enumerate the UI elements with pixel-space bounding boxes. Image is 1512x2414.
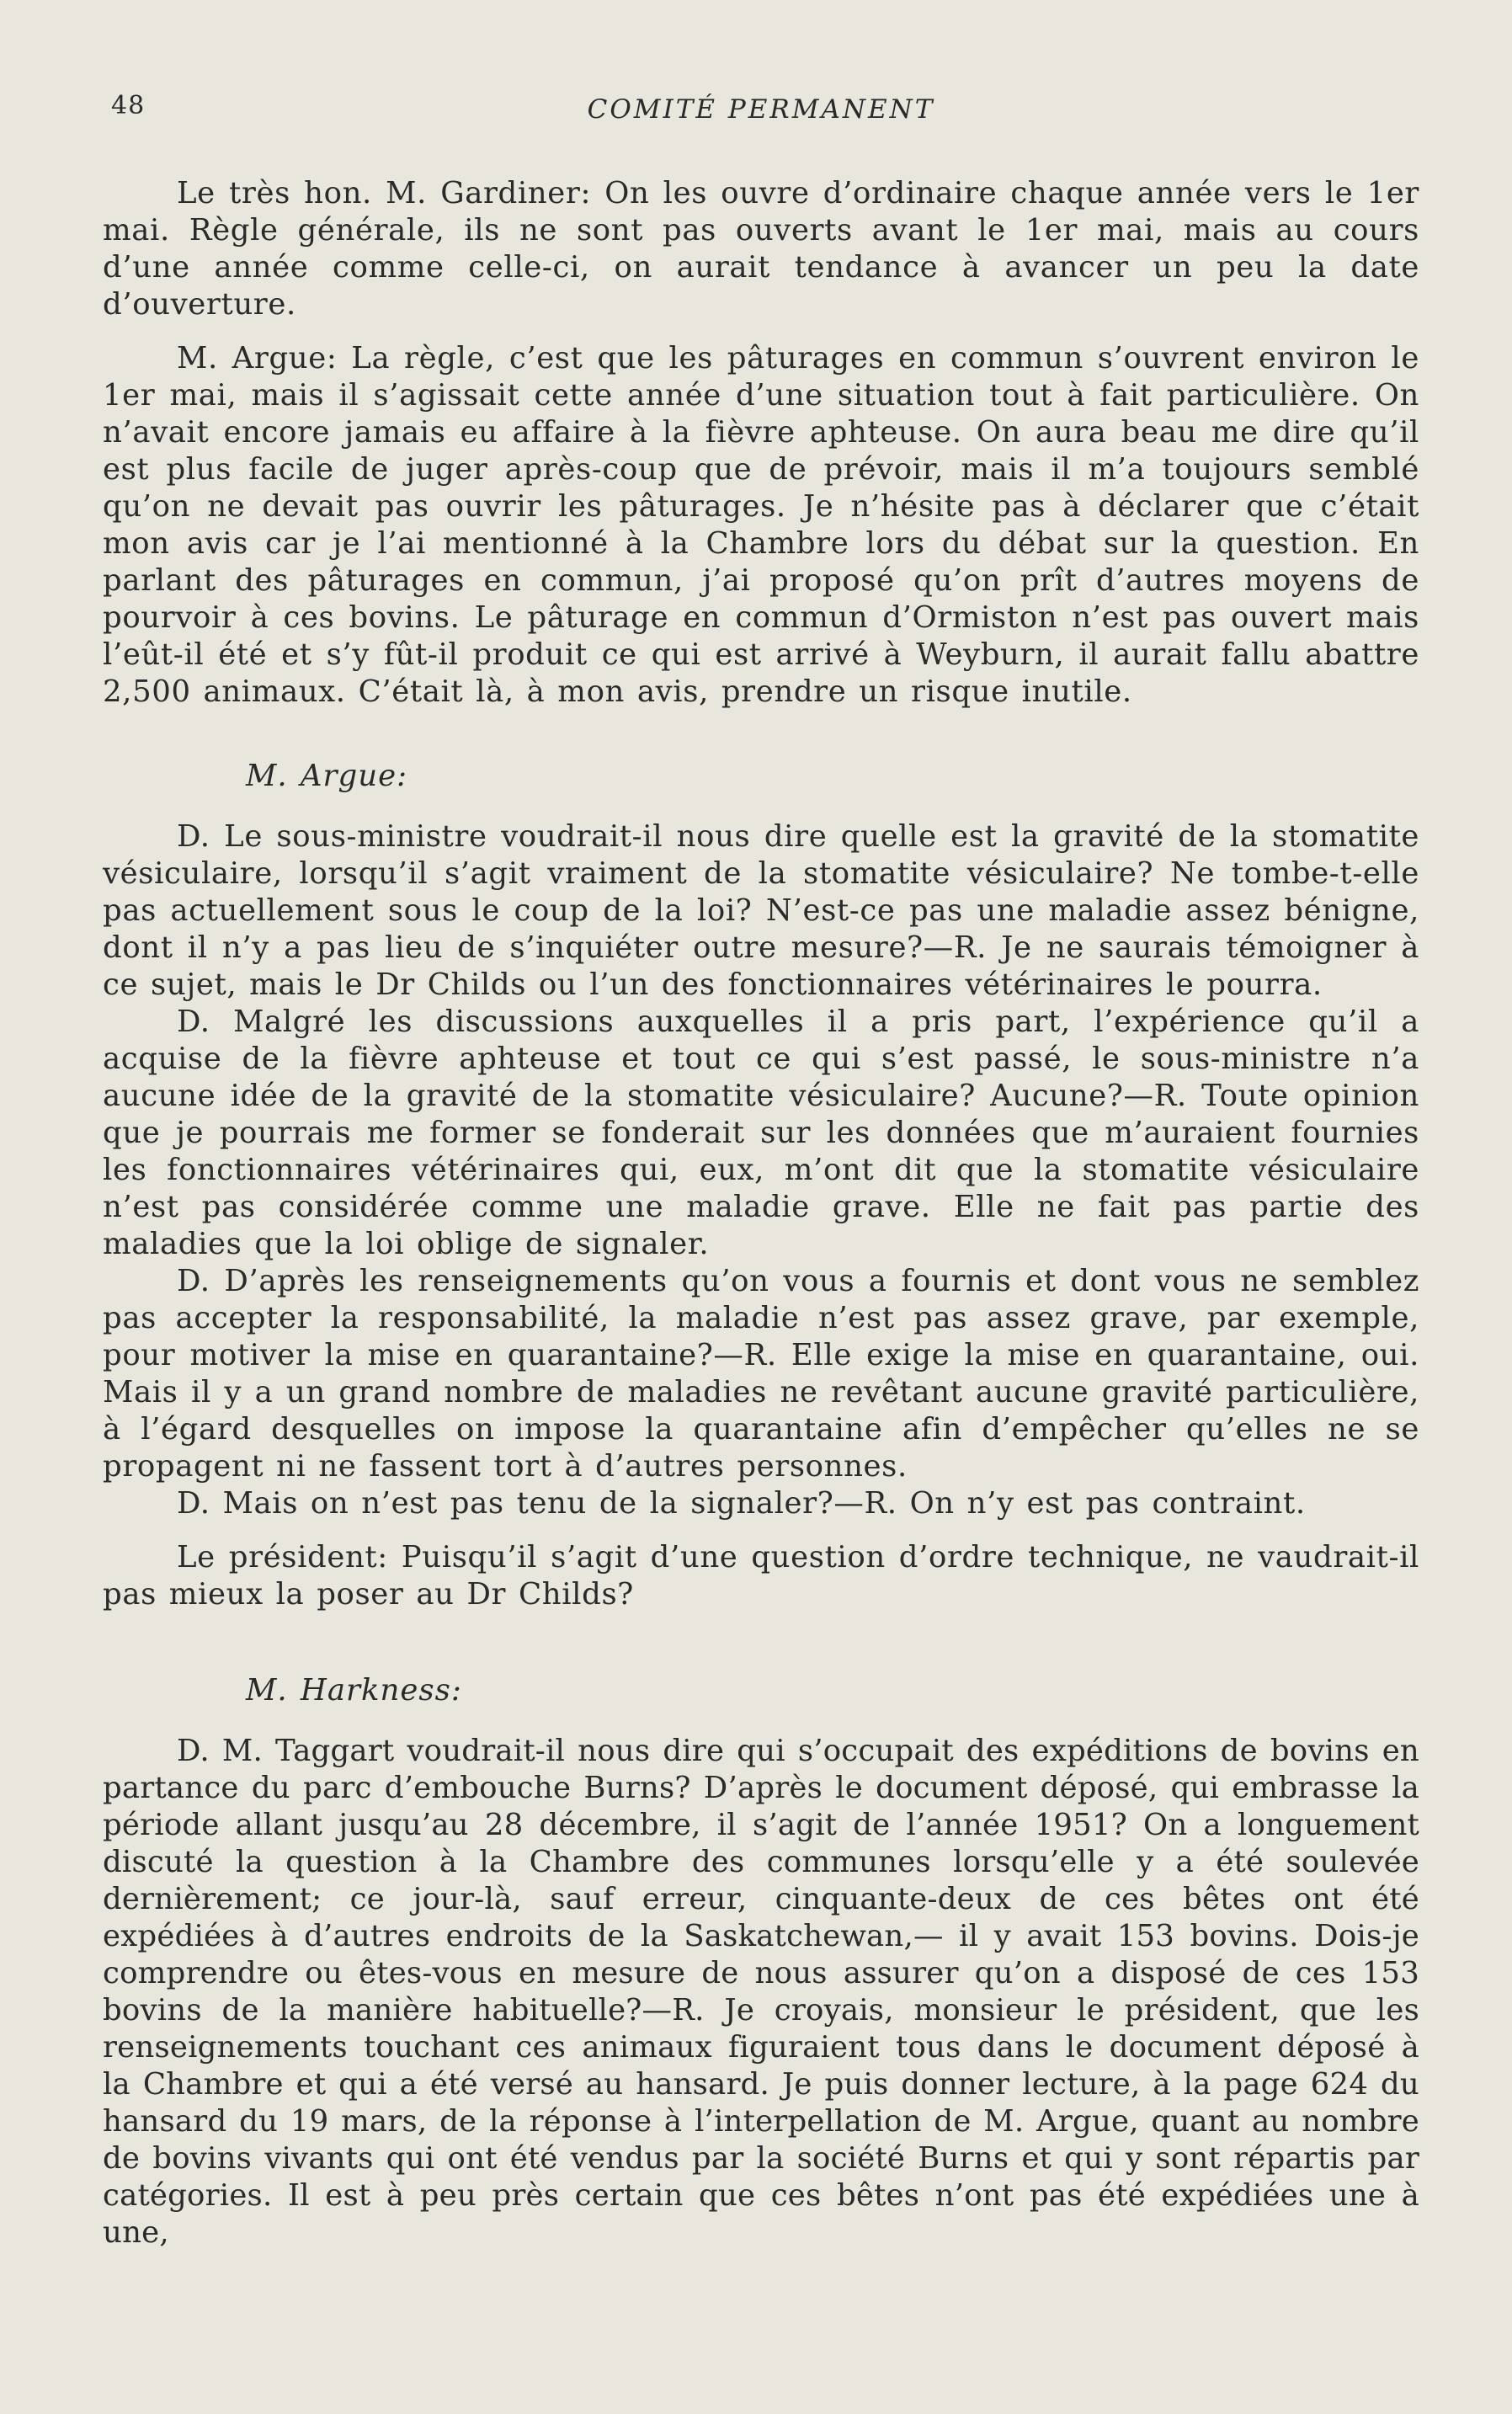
paragraph-question-stomatite: D. Le sous-ministre voudrait-il nous dire quelle est la gravité de la stomatite vésiculaire, lorsqu’il s’agit vraiment de la stomatite vésiculaire? Ne tombe-t-elle pas actuellement sous le coup de la loi? N’est-ce pas une maladie assez bénigne, dont il n’y a pas lieu de s’inquiéter outre mesure?—R. Je ne saurais témoigner à ce sujet, mais le Dr Childs ou l’un des fonctionnaires vétérinaires le pourra. — [103, 819, 1419, 1002]
paragraph-gardiner: Le très hon. M. Gardiner: On les ouvre d’ordinaire chaque année vers le 1er mai. Règle générale, ils ne sont pas ouverts avant le 1er mai, mais au cours d’une année comme celle-ci, on aurait tendance à avancer un peu la date d’ouverture. — [103, 176, 1419, 322]
page-number: 48 — [111, 91, 146, 120]
running-title: COMITÉ PERMANENT — [587, 94, 935, 125]
paragraph-argue-statement: M. Argue: La règle, c’est que les pâturages en commun s’ouvrent environ le 1er mai, mais il s’agissait cette année d’une situation tout à fait particulière. On n’avait encore jamais eu affaire à la fièvre aphteuse. On aura beau me dire qu’il est plus facile de juger après-coup que de prévoir, mais il m’a toujours semblé qu’on ne devait pas ouvrir les pâturages. Je n’hésite pas à déclarer que c’était mon avis car je l’ai mentionné à la Chambre lors du débat sur la question. En parlant des pâturages en commun, j’ai proposé qu’on prît d’autres moyens de pourvoir à ces bovins. Le pâturage en commun d’Ormiston n’est pas ouvert mais l’eût-il été et s’y fût-il produit ce qui est arrivé à Weyburn, il aurait fallu abattre 2,500 animaux. C’était là, à mon avis, prendre un risque inutile. — [103, 341, 1419, 709]
paragraph-question-signaler: D. Mais on n’est pas tenu de la signaler?—R. On n’y est pas contraint. — [177, 1486, 1306, 1521]
paragraph-president: Le président: Puisqu’il s’agit d’une question d’ordre technique, ne vaudrait-il pas mieux la poser au Dr Childs? — [103, 1540, 1419, 1612]
paragraph-question-gravite: D. Malgré les discussions auxquelles il a pris part, l’expérience qu’il a acquise de la fièvre aphteuse et tout ce qui s’est passé, le sous-ministre n’a aucune idée de la gravité de la stomatite vésiculaire? Aucune?—R. Toute opinion que je pourrais me former se fonderait sur les données que m’auraient fournies les fonctionnaires vétérinaires qui, eux, m’ont dit que la stomatite vésiculaire n’est pas considérée comme une maladie grave. Elle ne fait pas partie des maladies que la loi oblige de signaler. — [103, 1005, 1419, 1261]
speaker-heading-argue: M. Argue: — [246, 759, 408, 793]
paragraph-question-taggart: D. M. Taggart voudrait-il nous dire qui s’occupait des expéditions de bovins en partance du parc d’embouche Burns? D’après le document déposé, qui embrasse la période allant jusqu’au 28 décembre, il s’agit de l’année 1951? On a longuement discuté la question à la Chambre des communes lorsqu’elle y a été soulevée dernièrement; ce jour-là, sauf erreur, cinquante-deux de ces bêtes ont été expédiées à d’autres endroits de la Saskatchewan,— il y avait 153 bovins. Dois-je comprendre ou êtes-vous en mesure de nous assurer qu’on a disposé de ces 153 bovins de la manière habituelle?—R. Je croyais, monsieur le président, que les renseignements touchant ces animaux figuraient tous dans le document déposé à la Chambre et qui a été versé au hansard. Je puis donner lecture, à la page 624 du hansard du 19 mars, de la réponse à l’interpellation de M. Argue, quant au nombre de bovins vivants qui ont été vendus par la société Burns et qui y sont répartis par catégories. Il est à peu près certain que ces bêtes n’ont pas été expédiées une à une, — [103, 1734, 1419, 2250]
document-body — [103, 175, 1419, 2251]
page-header — [103, 91, 1419, 130]
paragraph-question-quarantaine: D. D’après les renseignements qu’on vous a fournis et dont vous ne semblez pas accepter la responsabilité, la maladie n’est pas assez grave, par exemple, pour motiver la mise en quarantaine?—R. Elle exige la mise en quarantaine, oui. Mais il y a un grand nombre de maladies ne revêtant aucune gravité particulière, à l’égard desquelles on impose la quarantaine afin d’empêcher qu’elles ne se propagent ni ne fassent tort à d’autres personnes. — [103, 1264, 1419, 1484]
speaker-heading-harkness: M. Harkness: — [246, 1673, 462, 1708]
